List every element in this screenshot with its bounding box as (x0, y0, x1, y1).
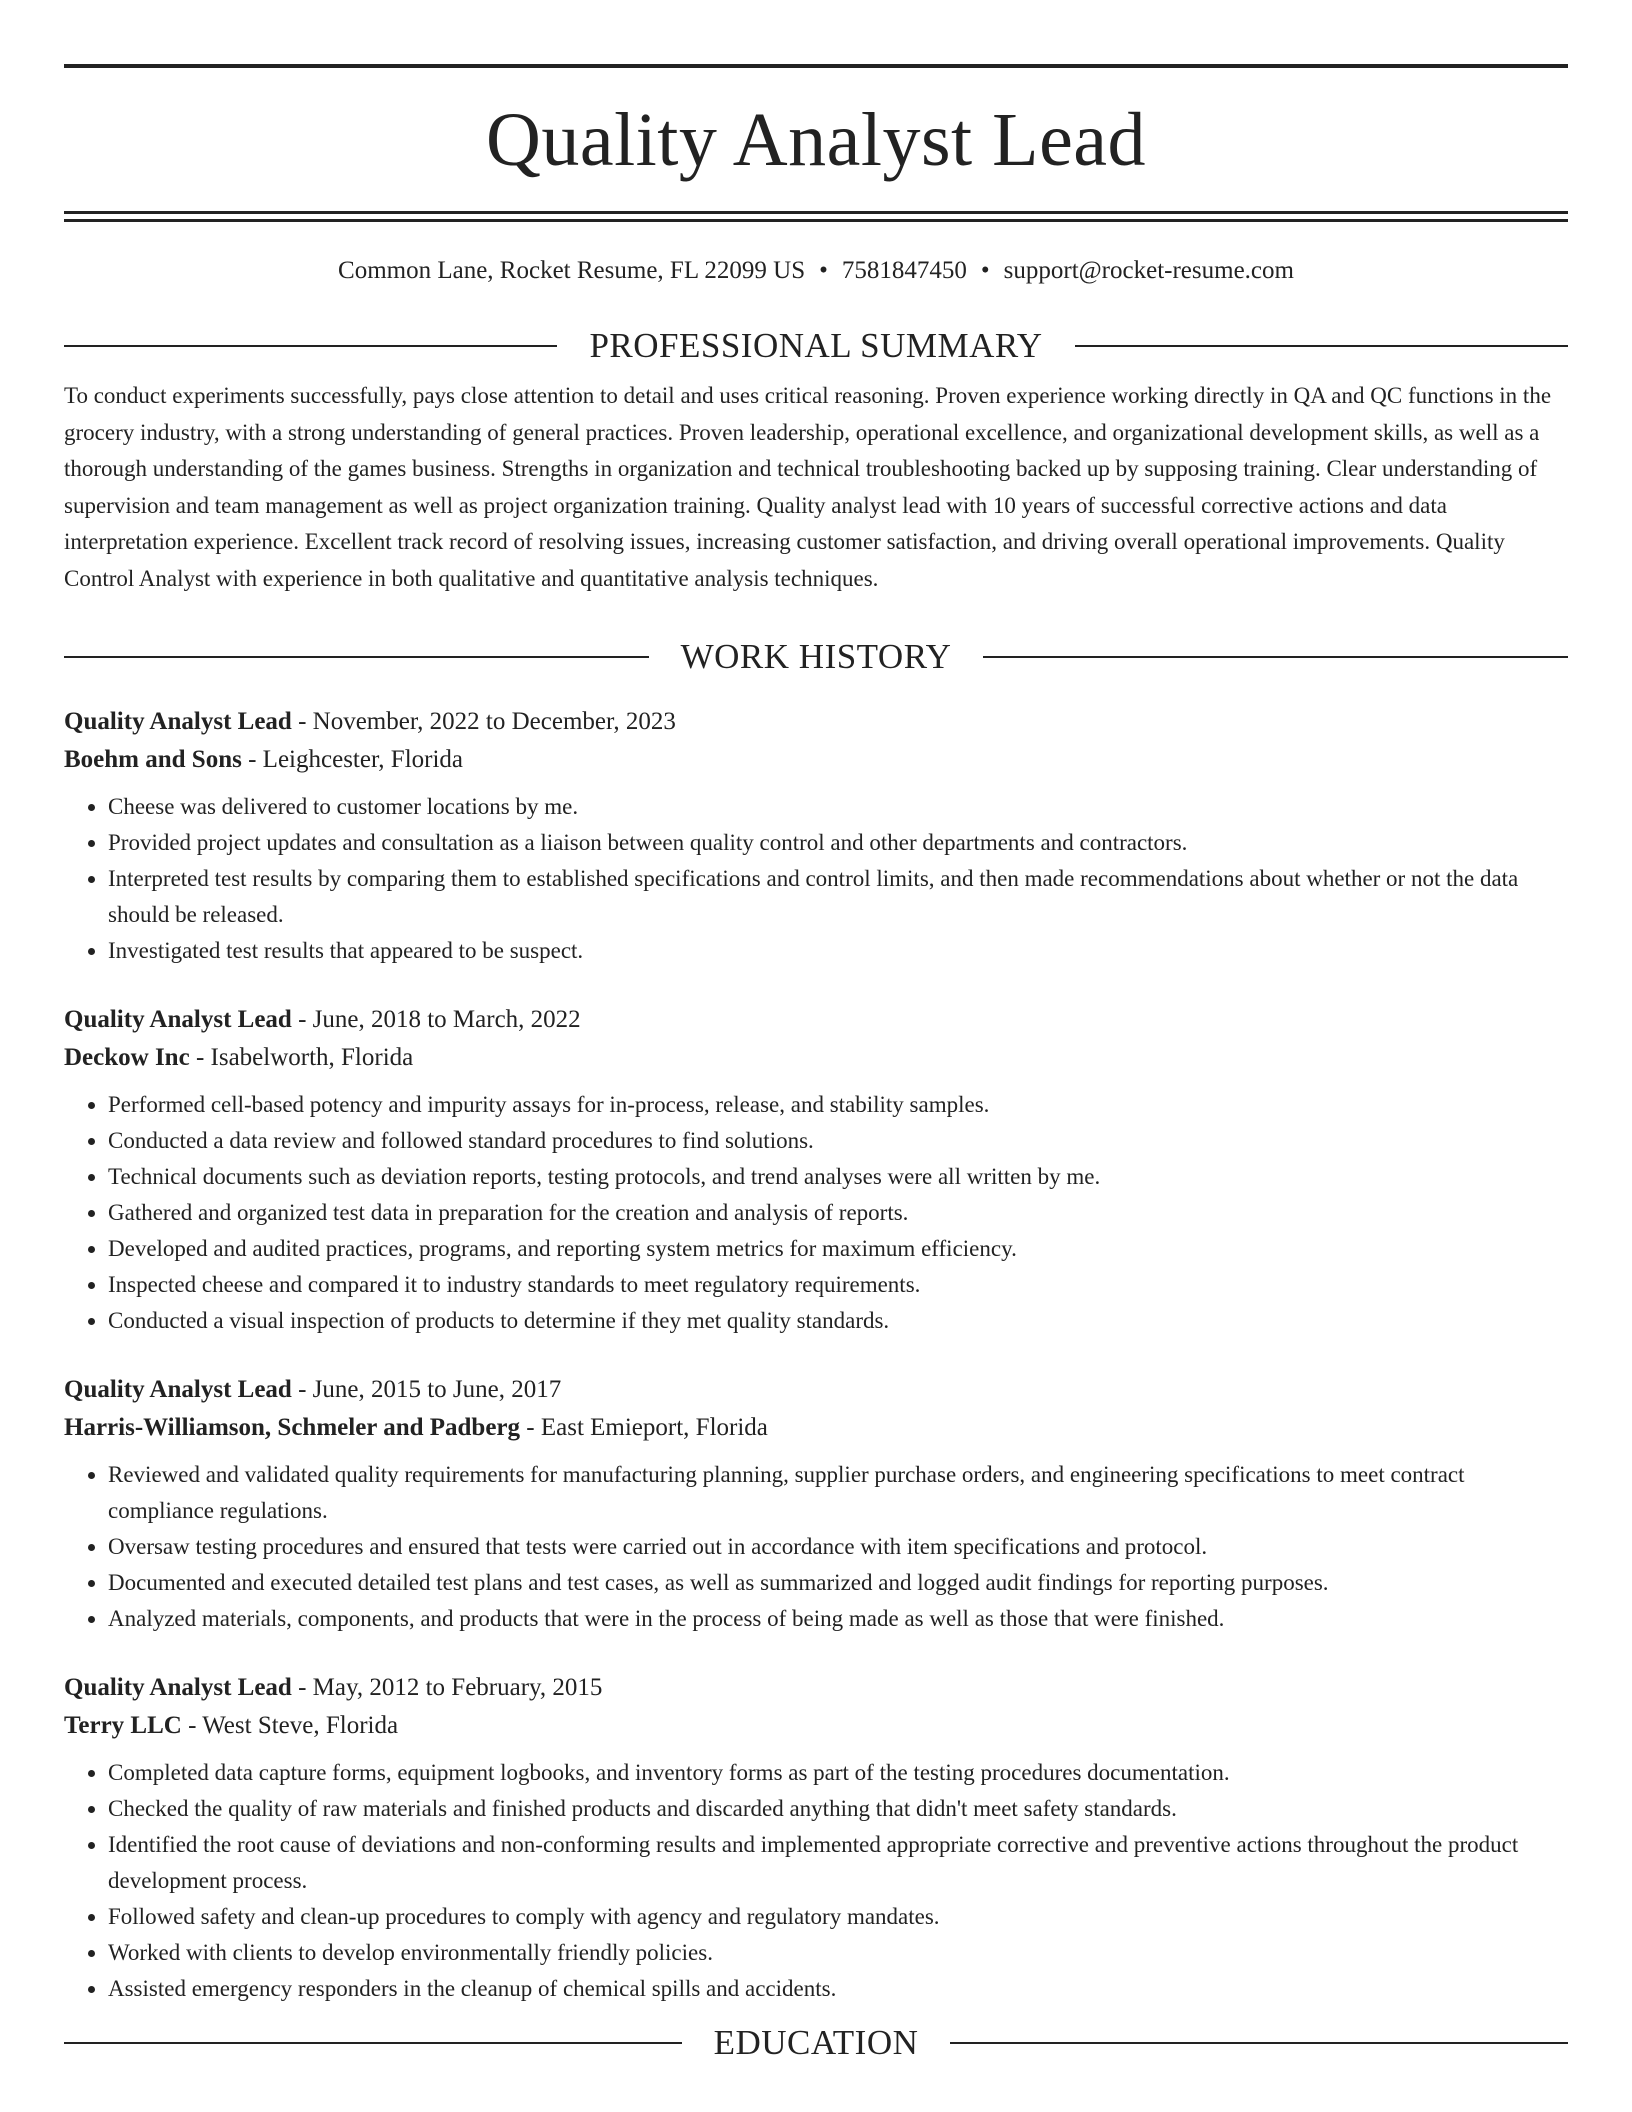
job-duty-item: • Documented and executed detailed test plans and test cases, as well as summarized and logged audit findings for reporting purposes. (108, 1565, 1568, 1601)
contact-phone: 7581847450 (841, 257, 967, 284)
heading-rule-left (64, 345, 557, 347)
job-location: - Isabelworth, Florida (189, 1044, 414, 1071)
job-duty-item: • Oversaw testing procedures and ensured that tests were carried out in accordance with item specifications and protocol. (108, 1529, 1568, 1565)
summary-section-heading (64, 326, 1568, 366)
heading-rule-left (64, 656, 649, 658)
job-duties-list (64, 1457, 1568, 1637)
job-entry (64, 1371, 1568, 1637)
contact-email: support@rocket-resume.com (1003, 257, 1294, 284)
heading-rule-left (64, 2042, 682, 2044)
job-location: - West Steve, Florida (181, 1712, 399, 1739)
summary-text: To conduct experiments successfully, pays close attention to detail and uses critical reasoning. Proven experience working directly in QA and QC functions in the grocery industry, with a strong understanding of general practices. Proven leadership, operational excellence, and organizational development skills, as well as a thorough understanding of the games business. Strengths in organization and technical troubleshooting backed up by supposing training. Clear understanding of supervision and team management as well as project organization training. Quality analyst lead with 10 years of successful corrective actions and data interpretation experience. Excellent track record of resolving issues, increasing customer satisfaction, and driving overall operational improvements. Quality Control Analyst with experience in both qualitative and quantitative analysis techniques. (64, 383, 1552, 591)
job-duty-item: • Inspected cheese and compared it to industry standards to meet regulatory requirements. (108, 1267, 1568, 1303)
job-company: Boehm and Sons (64, 746, 242, 773)
job-title: Quality Analyst Lead (64, 1006, 292, 1033)
resume-name: Quality Analyst Lead (485, 98, 1147, 182)
job-duty-item: • Developed and audited practices, programs, and reporting system metrics for maximum efficiency. (108, 1231, 1568, 1267)
job-title: Quality Analyst Lead (64, 708, 292, 735)
top-rule (64, 64, 1568, 68)
job-dates: - May, 2012 to February, 2015 (291, 1674, 603, 1701)
job-company: Terry LLC (64, 1712, 182, 1739)
job-duty-item: • Completed data capture forms, equipment logbooks, and inventory forms as part of the testing procedures documentation. (108, 1755, 1568, 1791)
job-duties-list (64, 1755, 1568, 2007)
job-duty-item: • Conducted a visual inspection of products to determine if they met quality standards. (108, 1303, 1568, 1339)
job-title-line (64, 1001, 1568, 1039)
job-duty-item: • Identified the root cause of deviations and non-conforming results and implemented appropriate corrective and preventive actions throughout the product development process. (108, 1827, 1568, 1899)
heading-rule-right (950, 2042, 1568, 2044)
job-duty-item: • Conducted a data review and followed standard procedures to find solutions. (108, 1123, 1568, 1159)
job-dates: - June, 2015 to June, 2017 (291, 1376, 562, 1403)
job-duties-list (64, 1087, 1568, 1339)
resume-page (64, 64, 1568, 2063)
job-duties-list (64, 789, 1568, 969)
job-duty-item: • Assisted emergency responders in the cleanup of chemical spills and accidents. (108, 1971, 1568, 2007)
job-duty-item: • Reviewed and validated quality requirements for manufacturing planning, supplier purchase orders, and engineering specifications to meet contract compliance regulations. (108, 1457, 1568, 1529)
heading-rule-right (983, 656, 1568, 658)
job-duty-item: • Provided project updates and consultation as a liaison between quality control and other departments and contractors. (108, 825, 1568, 861)
education-section-title: EDUCATION (713, 2023, 919, 2062)
job-duty-item: • Gathered and organized test data in preparation for the creation and analysis of reports. (108, 1195, 1568, 1231)
job-duty-item: • Worked with clients to develop environmentally friendly policies. (108, 1935, 1568, 1971)
job-dates: - November, 2022 to December, 2023 (291, 708, 676, 735)
job-title-line (64, 703, 1568, 741)
contact-separator: • (980, 257, 990, 284)
job-duty-item: • Technical documents such as deviation reports, testing protocols, and trend analyses were all written by me. (108, 1159, 1568, 1195)
job-duty-item: • Analyzed materials, components, and products that were in the process of being made as well as those that were finished. (108, 1601, 1568, 1637)
job-duty-item: • Checked the quality of raw materials and finished products and discarded anything that didn't meet safety standards. (108, 1791, 1568, 1827)
job-company: Deckow Inc (64, 1044, 190, 1071)
job-entry (64, 703, 1568, 969)
job-company: Harris-Williamson, Schmeler and Padberg (64, 1414, 521, 1441)
work-history-list (64, 703, 1568, 2007)
job-entry (64, 1001, 1568, 1339)
heading-rule-right (1075, 345, 1568, 347)
work-section-heading (64, 637, 1568, 677)
job-duty-item: • Cheese was delivered to customer locations by me. (108, 789, 1568, 825)
job-title: Quality Analyst Lead (64, 1376, 292, 1403)
job-duty-item: • Followed safety and clean-up procedures to comply with agency and regulatory mandates. (108, 1899, 1568, 1935)
double-rule (64, 211, 1568, 222)
work-section-title: WORK HISTORY (680, 637, 952, 676)
contact-address: Common Lane, Rocket Resume, FL 22099 US (338, 257, 806, 284)
job-duty-item: • Performed cell-based potency and impurity assays for in-process, release, and stability samples. (108, 1087, 1568, 1123)
summary-section-title: PROFESSIONAL SUMMARY (589, 326, 1043, 365)
job-company-line (64, 741, 1568, 779)
job-entry (64, 1669, 1568, 2007)
job-location: - East Emieport, Florida (520, 1414, 768, 1441)
contact-separator: • (819, 257, 828, 284)
education-section-heading (64, 2023, 1568, 2063)
job-company-line (64, 1039, 1568, 1077)
job-duty-item: • Investigated test results that appeared to be suspect. (108, 933, 1568, 969)
job-dates: - June, 2018 to March, 2022 (291, 1006, 581, 1033)
contact-line (64, 256, 1568, 286)
job-company-line (64, 1409, 1568, 1447)
job-title: Quality Analyst Lead (64, 1674, 292, 1701)
job-duty-item: • Interpreted test results by comparing them to established specifications and control limits, and then made recommendations about whether or not the data should be released. (108, 861, 1568, 933)
job-company-line (64, 1707, 1568, 1745)
job-title-line (64, 1669, 1568, 1707)
job-title-line (64, 1371, 1568, 1409)
job-location: - Leighcester, Florida (241, 746, 464, 773)
